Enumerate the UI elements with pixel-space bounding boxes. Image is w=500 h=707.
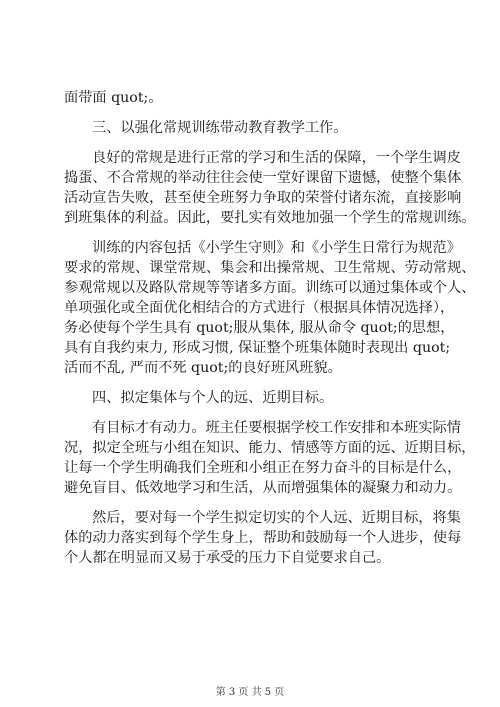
text-line: 到班集体的利益。因此，要扎实有效地加强一个学生的常规训练。 (64, 210, 476, 226)
text-line: 四、拟定集体与个人的远、近期目标。 (92, 390, 334, 406)
text-line: 有目标才有动力。班主任要根据学校工作安排和本班实际情 (92, 420, 461, 436)
text-line: 良好的常规是进行正常的学习和生活的保障，一个学生调皮 (92, 150, 461, 166)
text-line: 避免盲目、低效地学习和生活，从而增强集体的凝聚力和动力。 (64, 480, 462, 496)
paragraph-3 (64, 238, 476, 378)
section-heading-3 (64, 118, 442, 138)
text-line: 然后，要对每一个学生拟定切实的个人远、近期目标，将集 (92, 510, 461, 526)
text-line: 捣蛋、不合常规的举动往往会使一堂好课留下遗憾，使整个集体 (64, 170, 462, 186)
text-line: 具有自我约束力, 形成习惯, 保证整个班集体随时表现出 quot; (64, 340, 451, 356)
text-line: 让每一个学生明确我们全班和小组正在努力奋斗的目标是什么， (64, 460, 462, 476)
text-line: 务必使每个学生具有 quot;服从集体, 服从命令 quot;的思想， (64, 320, 455, 336)
text-line: 体的动力落实到每个学生身上，帮助和鼓励每一个人进步，使每 (64, 530, 462, 546)
paragraph-4 (64, 418, 476, 498)
text-line: 要求的常规、课堂常规、集会和出操常规、卫生常规、劳动常规、 (64, 260, 476, 276)
page-number-footer: 第 3 页 共 5 页 (215, 687, 285, 698)
text-line: 活而不乱, 严而不死 quot;的良好班风班貌。 (64, 360, 342, 376)
text-line: 个人都在明显而又易于承受的压力下自觉要求自己。 (64, 550, 391, 566)
text-line: 面带面 quot;。 (64, 90, 163, 106)
text-line: 参观常规以及路队常规等等诸多方面。训练可以通过集体或个人、 (64, 280, 476, 296)
document-body (64, 88, 476, 578)
text-line: 活动宣告失败，甚至使全班努力争取的荣誉付诸东流，直接影响 (64, 190, 462, 206)
paragraph-1 (64, 88, 442, 108)
paragraph-5 (64, 508, 462, 568)
text-line: 三、以强化常规训练带动教育教学工作。 (92, 120, 348, 136)
paragraph-2 (64, 148, 476, 228)
text-line: 训练的内容包括《小学生守则》和《小学生日常行为规范》 (92, 240, 461, 256)
text-line: 单项强化或全面优化相结合的方式进行（根据具体情况选择）， (64, 300, 455, 316)
section-heading-4 (64, 388, 442, 408)
text-line: 况，拟定全班与小组在知识、能力、情感等方面的远、近期目标， (64, 440, 476, 456)
